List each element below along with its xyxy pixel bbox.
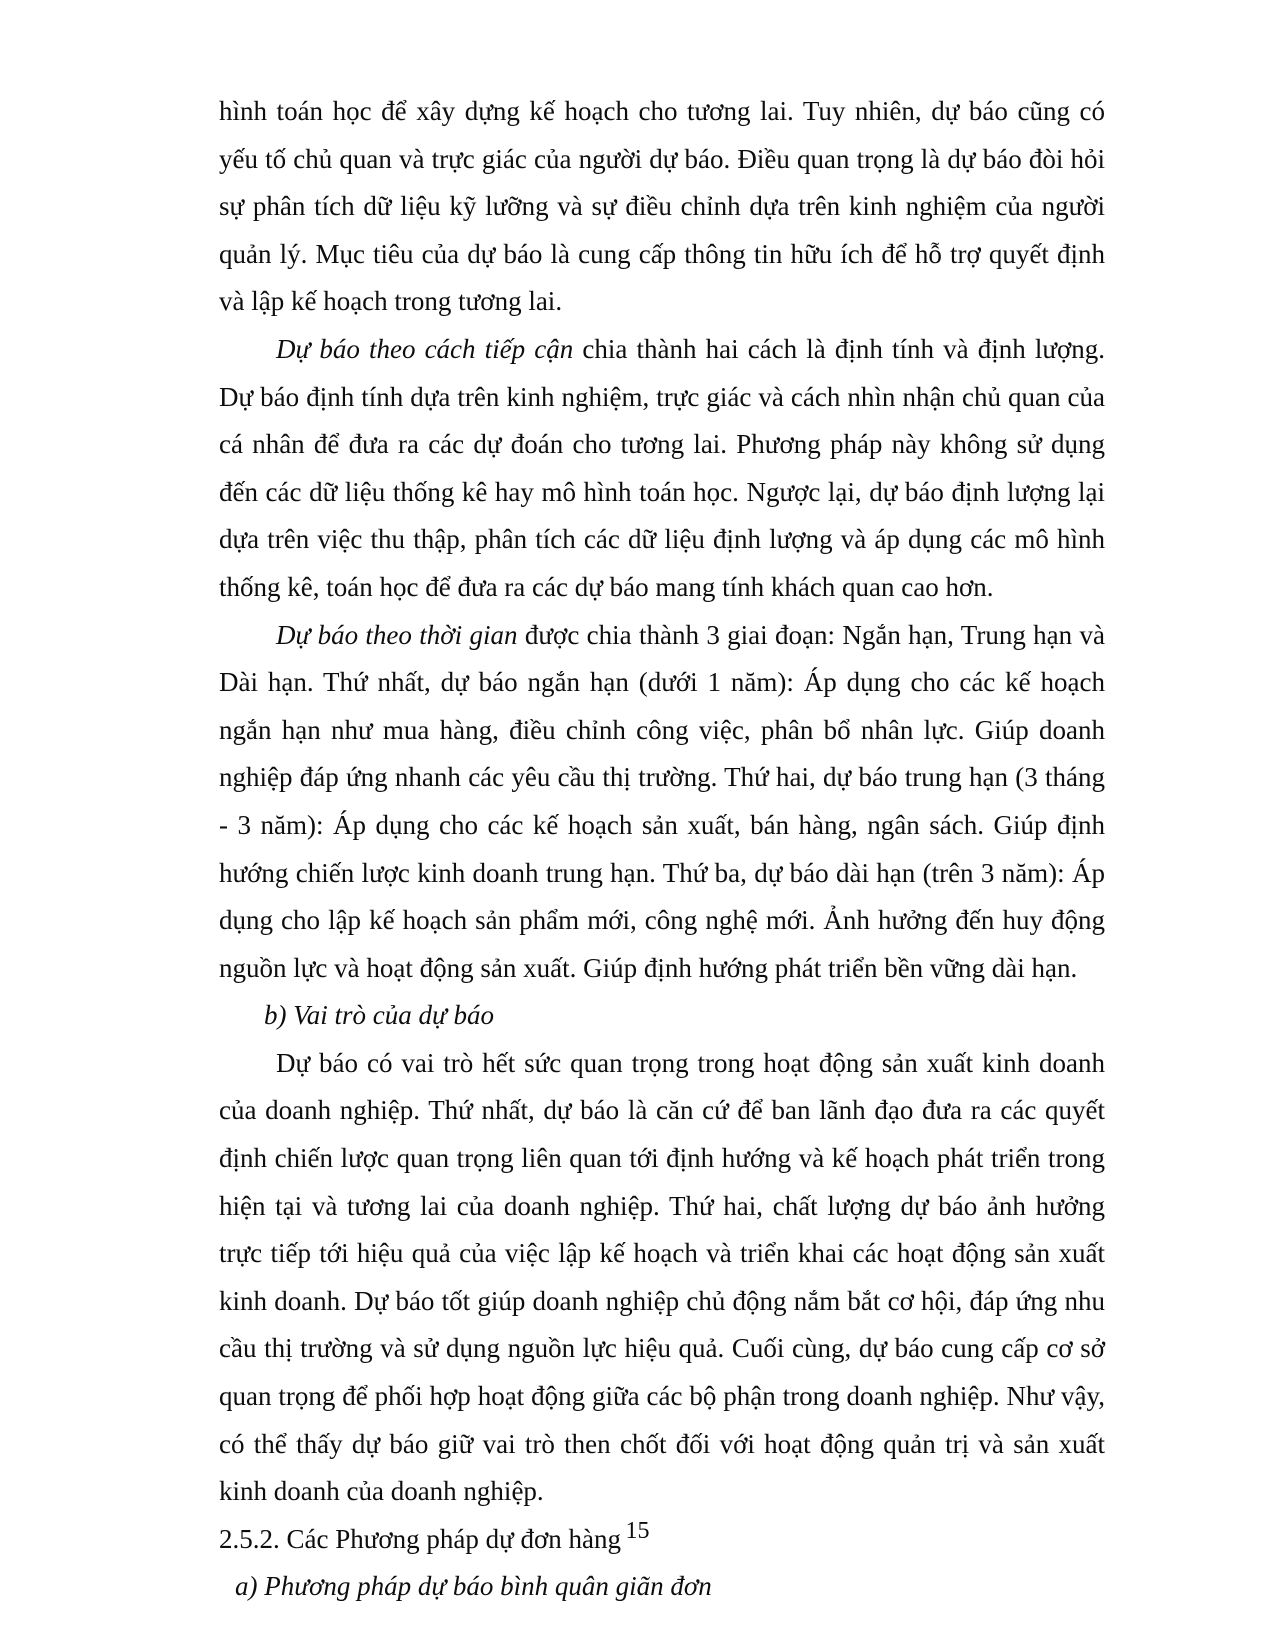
heading-role-of-forecast: b) Vai trò của dự báo [264,1000,494,1031]
page-number: 15 [625,1518,650,1544]
text-block [219,88,1105,1611]
paragraph-forecast-intro-continued: hình toán học để xây dựng kế hoạch cho tương lai. Tuy nhiên, dự báo cũng có yếu tố chủ quan và trực giác của người dự báo. Điều quan trọng là dự báo đòi hỏi sự phân tích dữ liệu kỹ lưỡng và sự điều chỉnh dựa trên kinh nghiệm của người quản lý. Mục tiêu của dự báo là cung cấp thông tin hữu ích để hỗ trợ quyết định và lập kế hoạch trong tương lai. [219,96,1105,317]
italic-lead-time: Dự báo theo thời gian [276,619,518,650]
paragraph-forecast-by-approach-text: chia thành hai cách là định tính và định lượng. Dự báo định tính dựa trên kinh nghiệm, trực giác và cách nhìn nhận chủ quan của cá nhân để đưa ra các dự đoán cho tương lai. Phương pháp này không sử dụng đến các dữ liệu thống kê hay mô hình toán học. Ngược lại, dự báo định lượng lại dựa trên việc thu thập, phân tích các dữ liệu định lượng và áp dụng các mô hình thống kê, toán học để đưa ra các dự báo mang tính khách quan cao hơn. [219,333,1106,602]
paragraph-forecast-by-time [219,612,1105,993]
paragraph-forecast-by-time-text: được chia thành 3 giai đoạn: Ngắn hạn, Trung hạn và Dài hạn. Thứ nhất, dự báo ngắn hạn (dưới 1 năm): Áp dụng cho các kế hoạch ngắn hạn như mua hàng, điều chỉnh công việc, phân bổ nhân lực. Giúp doanh nghiệp đáp ứng nhanh các yêu cầu thị trường. Thứ hai, dự báo trung hạn (3 tháng - 3 năm): Áp dụng cho các kế hoạch sản xuất, bán hàng, ngân sách. Giúp định hướng chiến lược kinh doanh trung hạn. Thứ ba, dự báo dài hạn (trên 3 năm): Áp dụng cho lập kế hoạch sản phẩm mới, công nghệ mới. Ảnh hưởng đến huy động nguồn lực và hoạt động sản xuất. Giúp định hướng phát triển bền vững dài hạn. [219,619,1105,983]
paragraph-forecast-by-approach [219,326,1105,612]
heading-section-2-5-2: 2.5.2. Các Phương pháp dự đơn hàng [219,1523,622,1554]
italic-lead-approach: Dự báo theo cách tiếp cận [276,333,574,364]
heading-method-simple-average: a) Phương pháp dự báo bình quân giãn đơn [235,1571,712,1602]
paragraph-forecast-role: Dự báo có vai trò hết sức quan trọng trong hoạt động sản xuất kinh doanh của doanh nghiệp. Thứ nhất, dự báo là căn cứ để ban lãnh đạo đưa ra các quyết định chiến lược quan trọng liên quan tới định hướng và kế hoạch phát triển trong hiện tại và tương lai của doanh nghiệp. Thứ hai, chất lượng dự báo ảnh hưởng trực tiếp tới hiệu quả của việc lập kế hoạch và triển khai các hoạt động sản xuất kinh doanh. Dự báo tốt giúp doanh nghiệp chủ động nắm bắt cơ hội, đáp ứng nhu cầu thị trường và sử dụng nguồn lực hiệu quả. Cuối cùng, dự báo cung cấp cơ sở quan trọng để phối hợp hoạt động giữa các bộ phận trong doanh nghiệp. Như vậy, có thể thấy dự báo giữ vai trò then chốt đối với hoạt động quản trị và sản xuất kinh doanh của doanh nghiệp. [219,1047,1105,1507]
